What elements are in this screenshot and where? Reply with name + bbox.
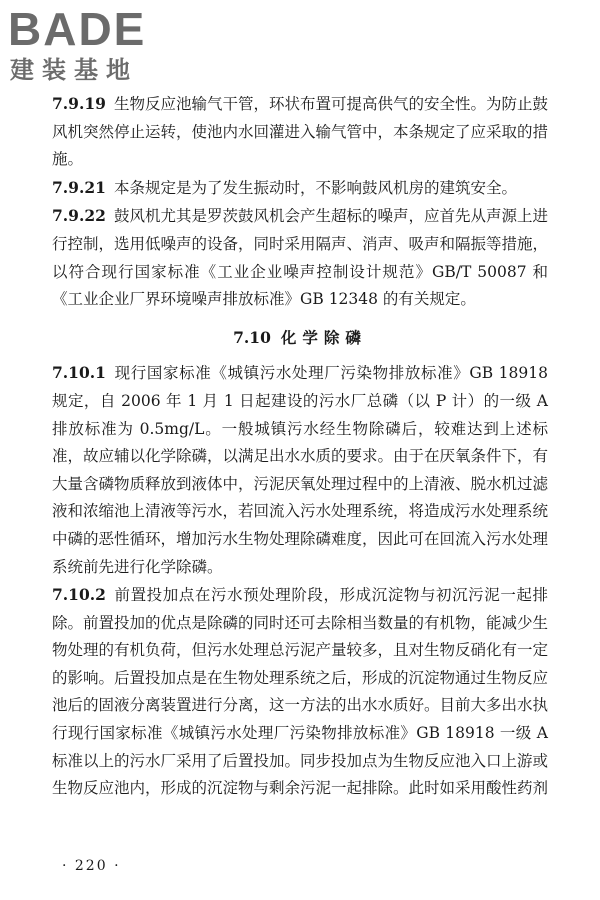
page-body xyxy=(52,90,548,803)
clause-7-10-2 xyxy=(52,581,548,803)
clause-7-9-22 xyxy=(52,202,548,313)
page-number: · 220 · xyxy=(62,858,121,874)
section-title-text: 化学除磷 xyxy=(280,327,367,347)
bade-logo xyxy=(8,4,188,88)
clause-text: 现行国家标准《城镇污水处理厂污染物排放标准》GB 18918 规定，自 2006 年 1 月 1 日起建设的污水厂总磷（以 P 计）的一级 A 排放标准为 0.5mg/L。一般城镇污水经生物除磷后，较难达到上述标准，故应辅以化学除磷，以满足出水水质的要求。由于在厌氧条件下，有大量含磷物质释放到液体中，污泥厌氧处理过程中的上清液、脱水机过滤液和浓缩池上清液等污水，若回流入污水处理系统，将造成污水处理系统中磷的恶性循环，增加污水生物处理除磷难度，因此可在回流入污水处理系统前先进行化学除磷。 xyxy=(52,364,549,576)
clause-text: 本条规定是为了发生振动时，不影响鼓风机房的建筑安全。 xyxy=(113,178,517,197)
clause-number: 7.10.2 xyxy=(52,585,106,605)
clause-text: 鼓风机尤其是罗茨鼓风机会产生超标的噪声，应首先从声源上进行控制，选用低噪声的设备，同时采用隔声、消声、吸声和隔振等措施，以符合现行国家标准《工业企业噪声控制设计规范》GB/T 50087 和《工业企业厂界环境噪声排放标准》GB 12348 的有关规定。 xyxy=(52,207,549,309)
section-heading xyxy=(52,324,548,352)
clause-number: 7.9.19 xyxy=(52,94,106,113)
logo-chinese-text: 建装基地 xyxy=(10,56,138,84)
section-number: 7.10 xyxy=(233,327,271,347)
clause-text: 前置投加点在污水预处理阶段，形成沉淀物与初沉污泥一起排除。前置投加的优点是除磷的同时还可去除相当数量的有机物，能减少生物处理的有机负荷，但污水处理总污泥产量较多，且对生物反硝化有一定的影响。后置投加点是在生物处理系统之后，形成的沉淀物通过生物反应池后的固液分离装置进行分离，这一方法的出水水质好。目前大多出水执行现行国家标准《城镇污水处理厂污染物排放标准》GB 18918 一级 A 标准以上的污水厂采用了后置投加。同步投加点为生物反应池入口上游或生物反应池内，形成的沉淀物与剩余污泥一起排除。此时如采用酸性药剂 xyxy=(52,586,549,798)
clause-number: 7.10.1 xyxy=(52,363,106,383)
clause-text: 生物反应池输气干管，环状布置可提高供气的安全性。为防止鼓风机突然停止运转，使池内水回灌进入输气管中，本条规定了应采取的措施。 xyxy=(52,95,549,169)
clause-7-9-19 xyxy=(52,90,548,174)
clause-number: 7.9.22 xyxy=(52,206,106,226)
clause-number: 7.9.21 xyxy=(52,177,106,197)
clause-7-9-21 xyxy=(52,174,548,203)
clause-7-10-1 xyxy=(52,359,548,581)
logo-latin-text: BADE xyxy=(8,3,147,55)
